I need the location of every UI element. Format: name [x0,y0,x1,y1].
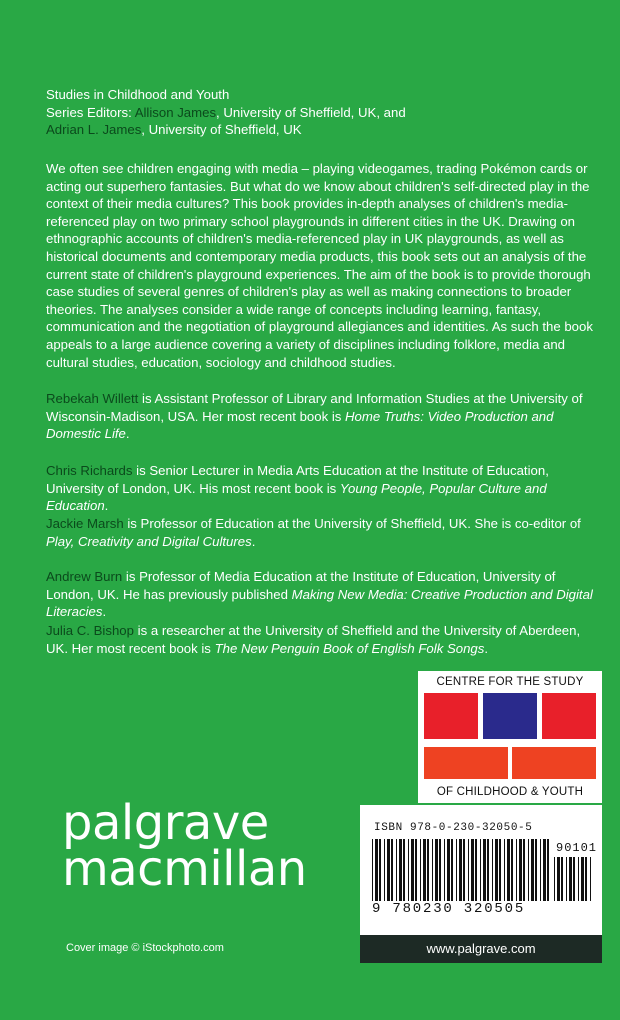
barcode-bar [420,839,421,901]
author-book-title: The New Penguin Book of English Folk Songs [214,640,485,656]
author-bio-text: is Professor of Media Education at the Institute of Education, University of London, UK. He has previously published [46,569,556,602]
barcode-bar [561,857,563,901]
barcode-bar [444,839,445,901]
barcode-bar [403,839,405,901]
barcode-bar [439,839,441,901]
author-book-title: Home Truths: Video Production and Domestic Life [46,408,554,442]
barcode-bar [480,839,481,901]
author-bio-end: . [125,426,130,442]
publisher-logo-line2: macmillan [62,841,307,897]
author-name: Rebekah Willett [46,391,139,406]
barcode-bar [447,839,450,901]
barcode-bar [471,839,474,901]
author-name: Andrew Burn [46,569,123,584]
author-book-title: Making New Media: Creative Production and Digital Literacies [46,586,593,620]
author-name: Jackie Marsh [46,516,124,531]
barcode-bar [456,839,457,901]
publisher-logo-line1: palgrave [62,795,269,851]
website-bar [360,935,602,963]
barcode-bar [569,857,572,901]
barcode-bar [396,839,397,901]
author-bio [46,462,602,515]
author-bio-end: . [251,533,256,549]
barcode-bar [519,839,522,901]
barcode-bar [507,839,510,901]
editor-name-1: Allison James [134,104,217,120]
author-bio [46,622,602,657]
author-book-title: Play, Creativity and Digital Cultures [46,533,252,549]
series-editors-label: Series Editors: [46,104,135,120]
barcode-bar [379,839,381,901]
barcode-bar [468,839,469,901]
barcode-bar [459,839,462,901]
barcode-bar [504,839,505,901]
barcode-bar [408,839,409,901]
barcode-bar [384,839,385,901]
centre-logo-bottom-text: OF CHILDHOOD & YOUTH [436,786,584,798]
barcode-bar [372,839,373,901]
barcode-bar [427,839,429,901]
barcode-bar [516,839,517,901]
barcode-bar [554,857,555,901]
barcode-panel [360,805,602,935]
barcode-bar [528,839,529,901]
series-editors-line1 [46,104,406,122]
barcode-bar [581,857,584,901]
author-bio-end: . [104,498,109,514]
logo-bar-orange-1 [424,747,508,779]
price-code: 90101 [556,841,598,855]
website-link[interactable]: www.palgrave.com [426,941,536,956]
barcode-bar [451,839,453,901]
logo-square-red-1 [424,693,478,739]
barcode-bar [415,839,417,901]
author-name: Chris Richards [46,463,133,478]
ean-number: 9 780230 320505 [372,901,526,917]
barcode-bar [578,857,579,901]
barcode-bar [423,839,426,901]
centre-logo-top-text: CENTRE FOR THE STUDY [436,676,584,688]
series-editors-line2 [46,121,406,139]
author-bio [46,390,602,443]
barcode-bar [411,839,414,901]
price-barcode-icon [554,857,594,901]
barcode-bar [495,839,498,901]
barcode-bar [590,857,591,901]
author-bio [46,568,602,621]
barcode-bar [585,857,587,901]
barcode-bar [573,857,575,901]
author-bio-text: is Assistant Professor of Library and Information Studies at the University of Wisconsin-Madison, USA. Her most recent book is [46,391,583,424]
publisher-logo [62,795,307,897]
barcode-bar [543,839,546,901]
barcode-bar [547,839,549,901]
series-title: Studies in Childhood and Youth [46,87,230,102]
editor-affiliation-2: , University of Sheffield, UK [141,122,302,137]
author-bio-text: is Senior Lecturer in Media Arts Education at the Institute of Education, University of London, UK. His most recent book is [46,463,549,496]
logo-bar-orange-2 [512,747,596,779]
barcode-bar [475,839,477,901]
barcode-bar [492,839,493,901]
editor-affiliation-1: , University of Sheffield, UK, and [216,104,406,120]
barcode-bar [387,839,390,901]
barcode-bar [523,839,525,901]
book-blurb: We often see children engaging with media – playing videogames, trading Pokémon cards or acting out superhero fantasies. But what do we know about children's self-directed play in the context of their media cultures? This book provides in-depth analyses of children's media-referenced play on two primary school playgrounds in different cities in the UK. Drawing on ethnographic accounts of children's media-referenced play in UK playgrounds, as well as historical documents and contemporary media products, this book sets out an analysis of the current state of children's playground experiences. The aim of the book is to provide thorough case studies of several genres of children's play as well as making connections to broader theories. The analyses consider a wide range of concepts including learning, fantasy, communication and the negotiation of playground allegiances and identities. As such the book appeals to a large audience covering a variety of disciplines including folklore, media and cultural studies, education, sociology and childhood studies. [46,161,593,370]
author-bio-text: is Professor of Education at the University of Sheffield, UK. She is co-editor of [123,516,581,531]
barcode-bar [535,839,537,901]
barcode-bar [391,839,393,901]
barcode-bar [540,839,541,901]
barcode-bar [435,839,438,901]
barcode-bar [399,839,402,901]
author-book-title: Young People, Popular Culture and Education [46,480,547,514]
barcode-bar [487,839,489,901]
barcode-bar [511,839,513,901]
barcode-bar [531,839,534,901]
editor-name-2: Adrian L. James [46,122,142,137]
isbn-text: ISBN 978-0-230-32050-5 [374,822,533,834]
logo-square-blue [483,693,537,739]
author-bio-text: is a researcher at the University of Sheffield and the University of Aberdeen, UK. Her most recent book is [46,623,581,656]
logo-square-red-2 [542,693,596,739]
barcode-bar [463,839,465,901]
barcode-bar [566,857,567,901]
barcode-bar [483,839,486,901]
cover-credit: Cover image © iStockphoto.com [66,942,224,954]
author-bio-end: . [484,640,489,656]
barcode-bar [375,839,378,901]
barcode-bar [432,839,433,901]
barcode-icon [372,839,552,901]
barcode-bar [557,857,560,901]
author-bio [46,515,602,550]
barcode-bar [499,839,501,901]
author-bio-end: . [102,604,107,620]
author-name: Julia C. Bishop [46,623,134,638]
centre-logo [418,671,602,803]
series-info [46,86,406,139]
